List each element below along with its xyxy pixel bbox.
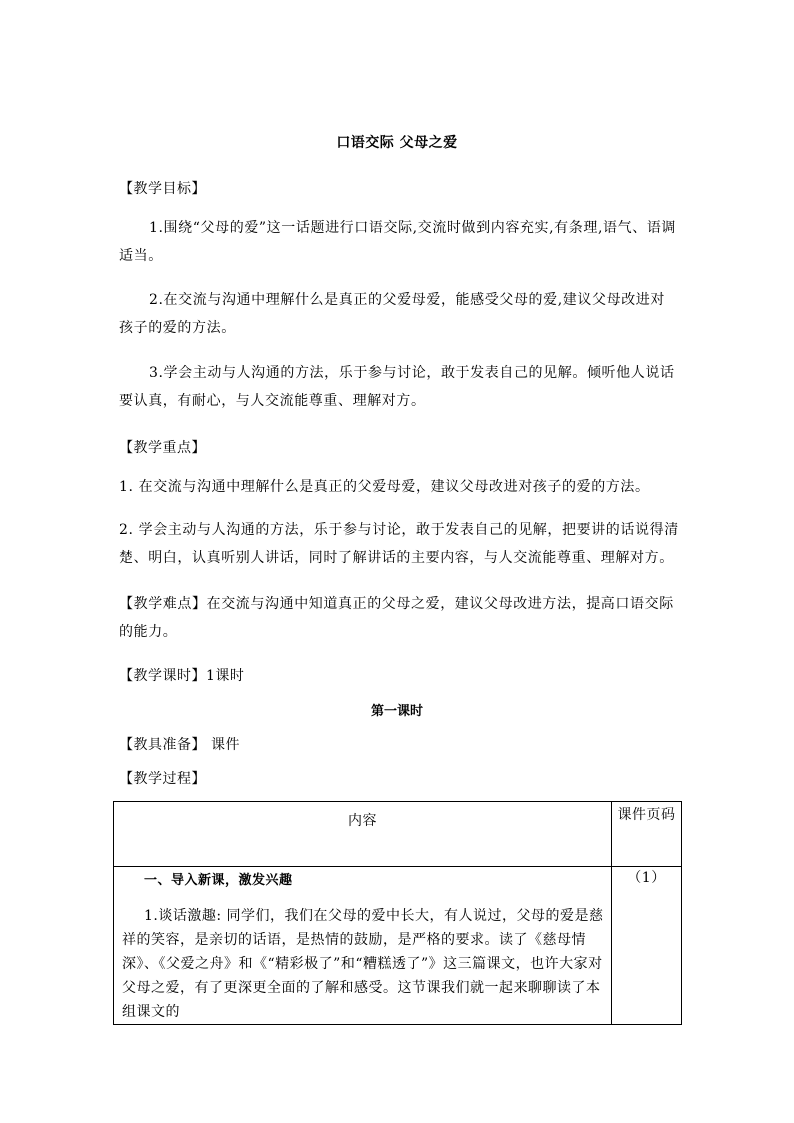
class-hours-value: 1课时 <box>206 668 245 684</box>
key-point-item-2: 2. 学会主动与人沟通的方法，乐于参与讨论，敢于发表自己的见解，把要讲的话说得清楚、明白，认真听别人讲话，同时了解讲话的主要内容，与人交流能尊重、理解对方。 <box>119 522 679 566</box>
objective-item-2: 2.在交流与沟通中理解什么是真正的父爱母爱，能感受父母的爱,建议父母改进对孩子的爱的方法。 <box>119 292 666 336</box>
content-cell <box>114 867 612 1025</box>
page-code-cell: （1） <box>612 867 682 1025</box>
section-heading-class-hours: 【教学课时】 <box>119 668 206 684</box>
section-heading-materials: 【教具准备】 <box>119 737 206 753</box>
section-heading-key-points: 【教学重点】 <box>119 440 206 456</box>
column-header-page-code: 课件页码 <box>612 802 682 867</box>
key-point-item-1: 1. 在交流与沟通中理解什么是真正的父爱母爱，建议父母改进对孩子的爱的方法。 <box>119 479 650 495</box>
step-heading: 一、导入新课，激发兴趣 <box>144 873 293 888</box>
section-heading-objectives: 【教学目标】 <box>119 181 206 197</box>
objective-item-3: 3.学会主动与人沟通的方法，乐于参与讨论，敢于发表自己的见解。倾听他人说话要认真，有耐心，与人交流能尊重、理解对方。 <box>119 365 675 409</box>
materials-line <box>119 734 240 754</box>
class-hours-line <box>119 665 244 685</box>
table-header-row <box>114 802 682 867</box>
materials-value: 课件 <box>206 737 240 753</box>
lesson-title: 第一课时 <box>370 704 423 719</box>
objective-item-1: 1.围绕“父母的爱”这一话题进行口语交际,交流时做到内容充实,有条理,语气、语调适当。 <box>119 220 677 264</box>
section-heading-difficulties: 【教学难点】 <box>119 596 207 612</box>
document-title: 口语交际 父母之爱 <box>336 135 458 151</box>
section-heading-process: 【教学过程】 <box>119 771 206 787</box>
process-table <box>113 801 682 1025</box>
difficulties-paragraph <box>119 590 679 646</box>
table-row <box>114 867 682 1025</box>
column-header-content: 内容 <box>114 802 612 867</box>
step-body-text: 1.谈话激趣: 同学们，我们在父母的爱中长大，有人说过，父母的爱是慈祥的笑容，是亲切的话语，是热情的鼓励，是严格的要求。读了《慈母情深》、《父爱之舟》和《“精彩极了”和“糟糕透了”》这三篇课文，也许大家对父母之爱，有了更深更全面的了解和感受。这节课我们就一起来聊聊读了本组课文的 <box>122 908 604 1020</box>
difficulties-text: 在交流与沟通中知道真正的父母之爱，建议父母改进方法，提高口语交际的能力。 <box>119 596 674 640</box>
